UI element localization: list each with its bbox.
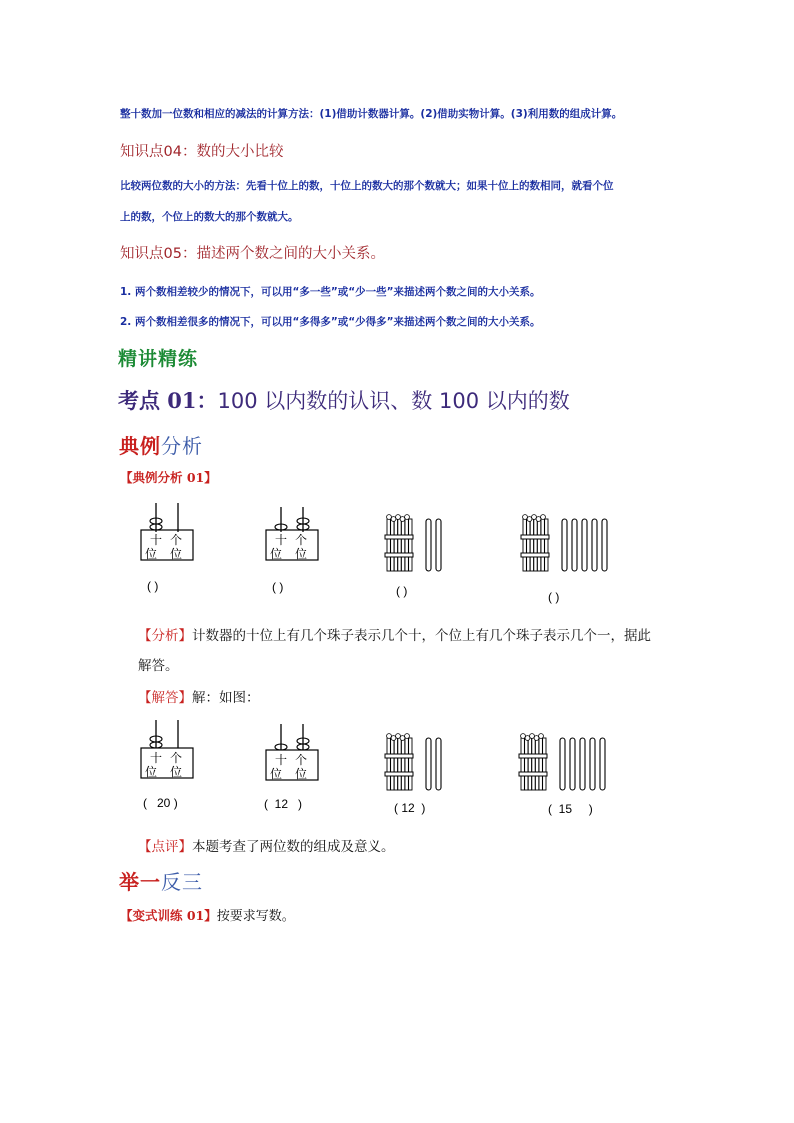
bundle-stick-top [539,734,544,739]
example-title-part2: 分析 [161,434,203,458]
bundle-stick [405,738,408,790]
abacus-1-wei-2: 位 [170,547,183,561]
answer-tag: 【解答】 [138,690,192,706]
answer-abacus-1-tens: 十 [150,751,163,765]
abacus-2 [266,507,318,561]
bundle-tie [385,553,413,557]
bundle-stick-top [530,734,535,739]
bundle-tie [519,754,547,758]
answer-value-2: 12 [274,797,289,811]
bundle-stick-top [396,734,401,739]
answer-abacus-1 [141,720,193,779]
sticks-1 [426,519,441,571]
bundle-1 [385,515,413,571]
answer-value-3: 12 [401,801,415,815]
single-stick [570,738,575,790]
answer-bundle-1 [385,734,413,790]
single-stick [602,519,607,571]
single-stick [562,519,567,571]
bundle-tie [385,772,413,776]
kaodian-heading [118,385,570,415]
example-title-part1: 典例 [119,434,161,458]
bundle-stick-top [527,517,532,522]
answer-abacus-2 [266,724,318,781]
answer-abacus-2-tens: 十 [275,753,288,767]
abacus-2-wei-2: 位 [295,547,308,561]
answer-blank-2[interactable]: ( ) [272,580,284,594]
bundle-stick-top [391,736,396,741]
list-item-1: 1. 两个数相差较少的情况下，可以用“多一些”或“少一些”来描述两个数之间的大小关系。 [120,286,541,298]
bundle-stick [409,519,412,571]
compare-line-2: 上的数，个位上的数大的那个数就大。 [120,211,299,223]
bundle-stick [387,738,390,790]
abacus-2-wei-1: 位 [270,547,283,561]
answer-filled-1: ( 20 ) [143,796,178,810]
bundle-stick [545,519,548,571]
method-line: 整十数加一位数和相应的减法的计算方法：(1)借助计数器计算。(2)借助实物计算。(3)利用数的组成计算。 [120,108,623,120]
bundle-tie [519,772,547,776]
bundle-stick [539,738,542,790]
bundle-stick [401,738,404,790]
question-figure [125,497,620,607]
single-stick [436,738,441,790]
bundle-stick [405,519,408,571]
bundle-stick [521,738,524,790]
bundle-stick [543,738,546,790]
bundle-stick [541,519,544,571]
abacus-1-wei-1: 位 [145,547,158,561]
bundle-stick [394,738,397,790]
answer-abacus-2-wei-1: 位 [270,767,283,781]
analysis-line-2: 解答。 [138,658,179,674]
analysis-text-1: 计数器的十位上有几个珠子表示几个十，个位上有几个珠子表示几个一，据此 [192,628,651,644]
bundle-stick-top [523,515,528,520]
single-stick [572,519,577,571]
bundle-stick-top [525,736,530,741]
answer-blank-3[interactable]: ( ) [396,584,408,598]
answer-sticks-2 [560,738,605,790]
section-title: 精讲精练 [118,348,199,370]
bundle-stick-top [405,734,410,739]
comment-text: 本题考查了两位数的组成及意义。 [192,839,395,855]
practice-title-part1: 举一 [119,870,161,894]
kaodian-label: 考点 01： [118,388,218,413]
bundle-stick-top [387,734,392,739]
list-item-2: 2. 两个数相差很多的情况下，可以用“多得多”或“少得多”来描述两个数之间的大小关系。 [120,316,541,328]
bundle-stick [530,519,533,571]
bundle-stick-top [405,515,410,520]
practice-tag: 【变式训练 01】 [120,908,217,923]
practice-text: 按要求写数。 [216,909,295,924]
bundle-stick-top [391,517,396,522]
bundle-stick-top [534,736,539,741]
abacus-2-ones-label: 个 [295,533,308,547]
bundle-stick-top [532,515,537,520]
bundle-stick-top [387,515,392,520]
answer-filled-4: ( 15 ) [548,802,593,816]
answer-value-4: 15 [558,802,573,816]
answer-blank-4[interactable]: ( ) [548,590,560,604]
answer-bundle-2 [519,734,547,790]
bundle-stick [527,519,530,571]
bundle-stick [398,738,401,790]
abacus-2-tens-label: 十 [275,533,288,547]
bundle-stick [523,519,526,571]
sticks-2 [562,519,607,571]
single-stick [582,519,587,571]
practice-title [119,866,203,895]
bundle-stick-top [536,517,541,522]
answer-abacus-1-wei-1: 位 [145,765,158,779]
bundle-stick-top [541,515,546,520]
bundle-stick [398,519,401,571]
bundle-tie [385,535,413,539]
bundle-stick-top [400,517,405,522]
bundle-stick [387,519,390,571]
analysis-line-1 [138,624,651,644]
single-stick [426,519,431,571]
bundle-stick [537,519,540,571]
bundle-stick [535,738,538,790]
example-label: 【典例分析 01】 [120,470,217,485]
bundle-stick [409,738,412,790]
comment-line [138,835,395,855]
single-stick [560,738,565,790]
compare-line-1: 比较两位数的大小的方法：先看十位上的数，十位上的数大的那个数就大；如果十位上的数相同，就看个位 [120,180,614,192]
answer-sticks-1 [426,738,441,790]
bundle-stick [401,519,404,571]
bundle-stick [532,738,535,790]
example-title [119,430,203,459]
single-stick [600,738,605,790]
practice-title-part2: 反三 [161,870,203,894]
answer-figure [125,710,620,820]
answer-abacus-2-ones: 个 [295,753,308,767]
bundle-stick [394,519,397,571]
kaodian-text: 100 以内数的认识、数 100 以内的数 [217,389,570,413]
knowledge-point-04: 知识点04：数的大小比较 [120,144,284,160]
bundle-tie [521,553,549,557]
answer-filled-2: ( 12 ) [264,797,303,811]
abacus-1-ones-label: 个 [170,533,183,547]
single-stick [580,738,585,790]
bundle-stick [391,519,394,571]
bundle-stick-top [521,734,526,739]
single-stick [592,519,597,571]
bundle-stick [528,738,531,790]
analysis-tag: 【分析】 [138,628,192,644]
bundle-tie [521,535,549,539]
practice-line [120,905,295,924]
answer-abacus-1-ones: 个 [170,751,183,765]
bundle-2 [521,515,549,571]
bundle-stick-top [400,736,405,741]
knowledge-point-05: 知识点05：描述两个数之间的大小关系。 [120,246,385,262]
answer-filled-3: ( 12 ) [394,801,426,815]
bundle-stick [534,519,537,571]
answer-value-1: 20 [157,796,171,810]
answer-blank-1[interactable]: ( ) [147,579,159,593]
bundle-stick [525,738,528,790]
comment-tag: 【点评】 [138,839,192,855]
single-stick [426,738,431,790]
answer-text: 解：如图： [192,690,260,706]
answer-abacus-1-wei-2: 位 [170,765,183,779]
bundle-tie [385,754,413,758]
abacus-1-tens-label: 十 [150,533,163,547]
answer-abacus-2-wei-2: 位 [295,767,308,781]
abacus-1 [141,503,193,561]
answer-line [138,686,260,706]
single-stick [436,519,441,571]
single-stick [590,738,595,790]
bundle-stick [391,738,394,790]
bundle-stick-top [396,515,401,520]
